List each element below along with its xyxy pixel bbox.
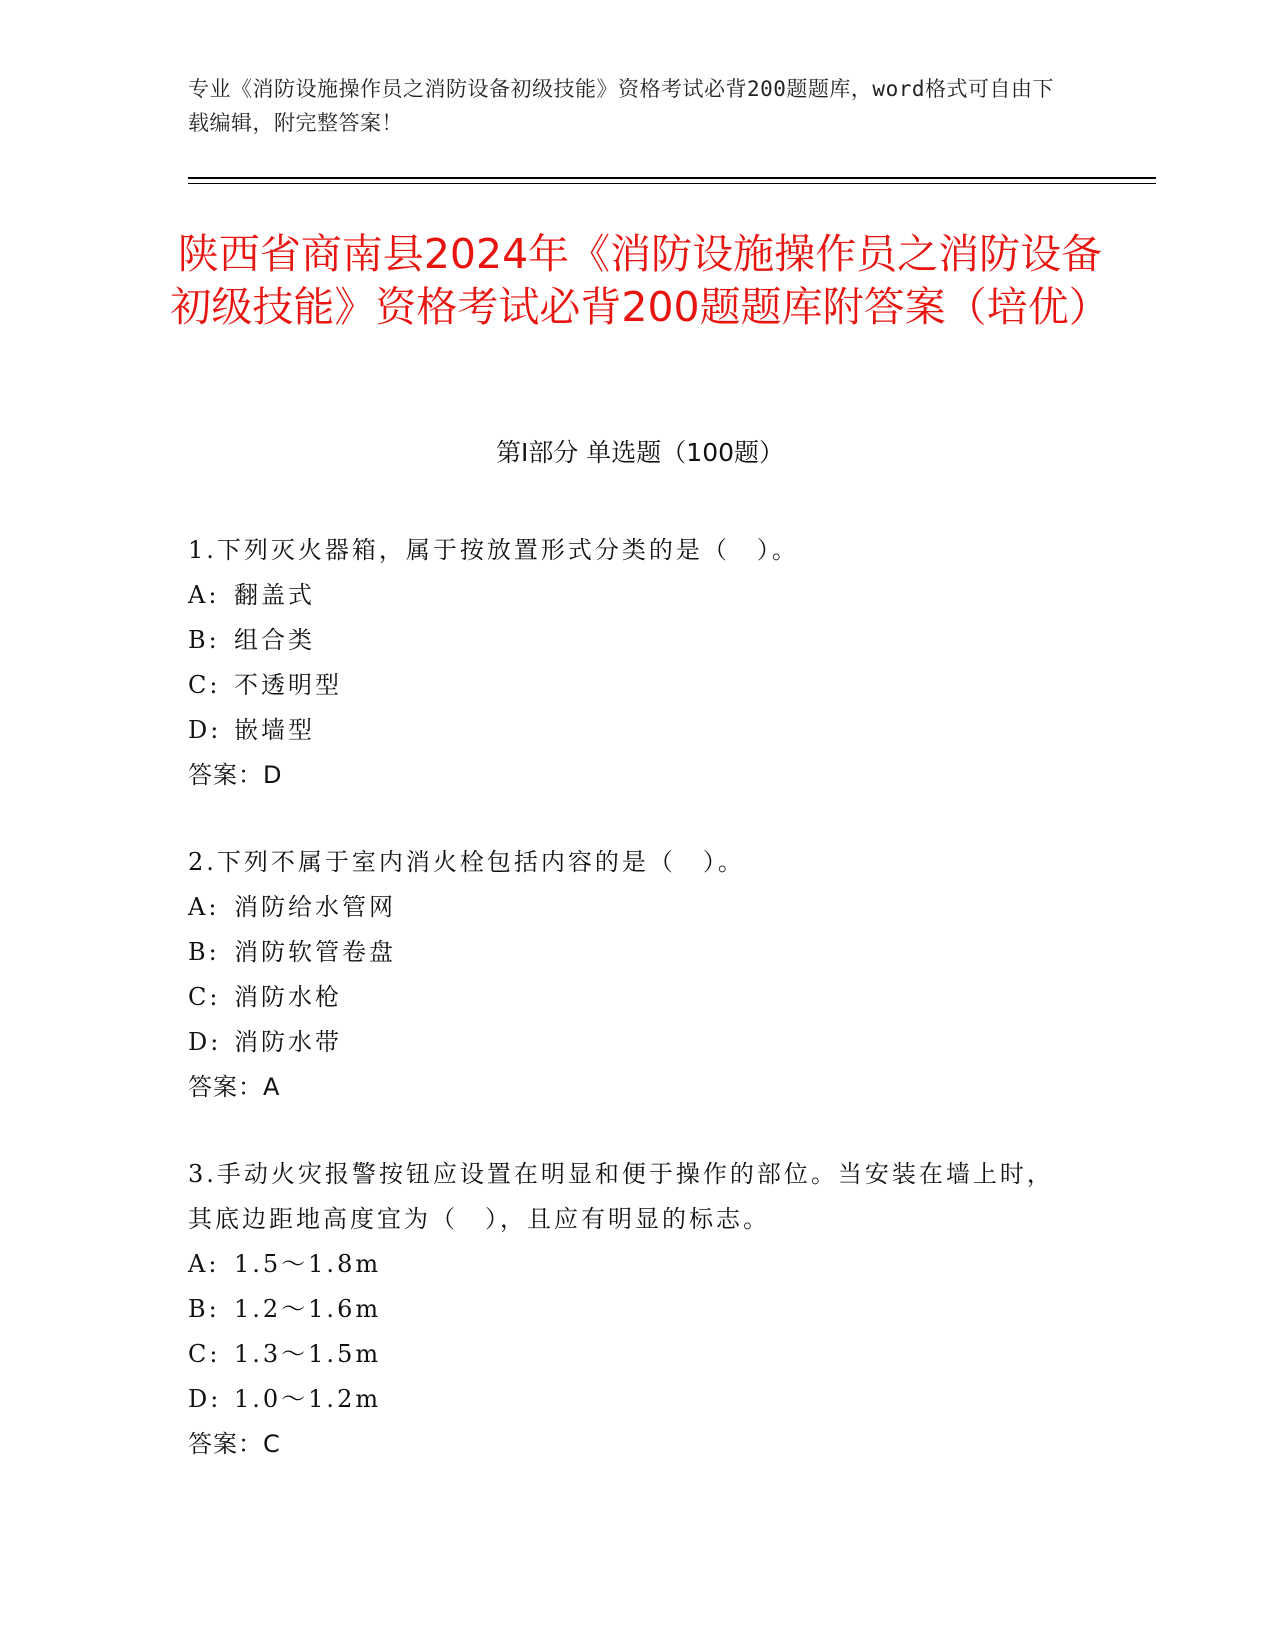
option-d — [188, 1020, 1068, 1065]
question-stem: 3.手动火灾报警按钮应设置在明显和便于操作的部位。当安装在墙上时，其底边距地高度宜为（ ），且应有明显的标志。 — [188, 1160, 1054, 1233]
option-b — [188, 1287, 1068, 1332]
option-letter: D: — [188, 1385, 222, 1413]
option-a — [188, 1242, 1068, 1287]
option-letter: C: — [188, 983, 221, 1011]
question-list — [188, 528, 1068, 1509]
answer-line: 答案：D — [188, 761, 283, 789]
option-text: 消防水带 — [234, 1028, 342, 1056]
option-text: 消防软管卷盘 — [234, 938, 396, 966]
option-text: 消防给水管网 — [234, 893, 396, 921]
option-text: 1.3～1.5m — [234, 1340, 382, 1368]
option-text: 1.2～1.6m — [234, 1295, 382, 1323]
option-letter: D: — [188, 716, 222, 744]
option-letter: B: — [188, 1295, 220, 1323]
option-text: 1.5～1.8m — [234, 1250, 382, 1278]
option-letter: D: — [188, 1028, 222, 1056]
option-letter: A: — [188, 893, 220, 921]
question-1 — [188, 528, 1068, 798]
option-text: 翻盖式 — [234, 581, 315, 609]
option-text: 不透明型 — [234, 671, 342, 699]
answer-line: 答案：C — [188, 1430, 281, 1458]
answer-line: 答案：A — [188, 1073, 281, 1101]
option-b — [188, 930, 1068, 975]
option-letter: A: — [188, 581, 220, 609]
question-stem: 1.下列灭火器箱，属于按放置形式分类的是（ ）。 — [188, 536, 799, 564]
option-text: 组合类 — [234, 626, 315, 654]
option-a — [188, 885, 1068, 930]
header-note: 专业《消防设施操作员之消防设备初级技能》资格考试必背200题题库，word格式可自由下载编辑，附完整答案！ — [188, 77, 1054, 135]
question-3 — [188, 1152, 1068, 1467]
option-text: 1.0～1.2m — [234, 1385, 382, 1413]
option-text: 嵌墙型 — [234, 716, 315, 744]
option-letter: C: — [188, 671, 221, 699]
option-c — [188, 663, 1068, 708]
option-letter: B: — [188, 626, 220, 654]
header-rule-thick — [188, 177, 1156, 179]
document-title: 陕西省商南县2024年《消防设施操作员之消防设备初级技能》资格考试必背200题题库附答案（培优） — [170, 230, 1110, 331]
option-c — [188, 1332, 1068, 1377]
option-letter: A: — [188, 1250, 220, 1278]
option-d — [188, 1377, 1068, 1422]
section-title: 第Ⅰ部分 单选题（100题） — [495, 438, 785, 467]
option-d — [188, 708, 1068, 753]
option-b — [188, 618, 1068, 663]
option-letter: B: — [188, 938, 220, 966]
question-stem: 2.下列不属于室内消火栓包括内容的是（ ）。 — [188, 848, 745, 876]
option-a — [188, 573, 1068, 618]
option-text: 消防水枪 — [234, 983, 342, 1011]
question-2 — [188, 840, 1068, 1110]
option-letter: C: — [188, 1340, 221, 1368]
option-c — [188, 975, 1068, 1020]
header-rule-thin — [188, 183, 1156, 184]
